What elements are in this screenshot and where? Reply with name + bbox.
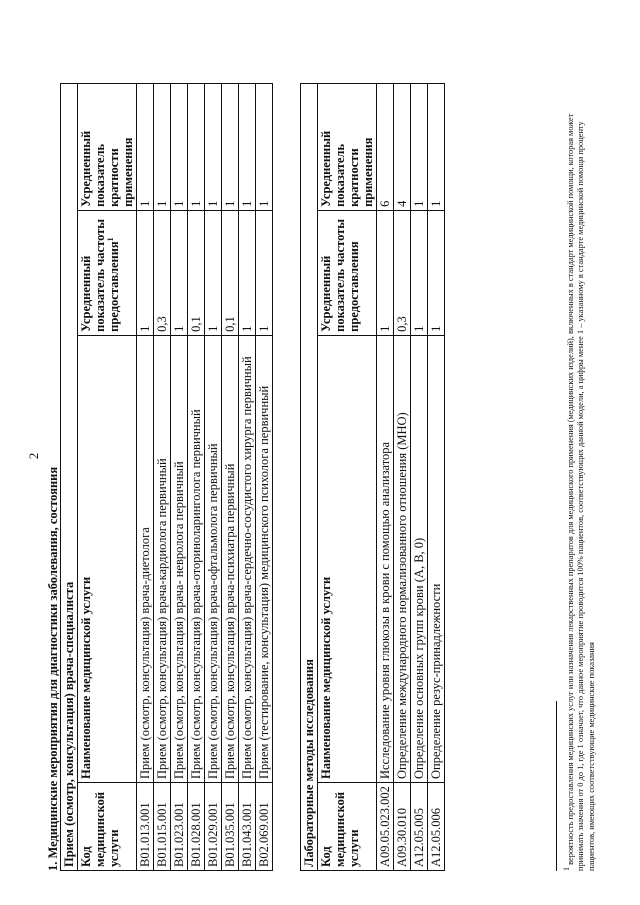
cell-frequency: 1 xyxy=(377,210,394,335)
cell-code: B01.015.001 xyxy=(154,783,171,871)
table-row xyxy=(154,84,171,871)
cell-frequency: 1 xyxy=(411,210,428,335)
table-row xyxy=(222,84,239,871)
cell-code: A12.05.005 xyxy=(411,783,428,871)
cell-multiplicity: 1 xyxy=(222,84,239,211)
cell-code: B02.069.001 xyxy=(256,783,273,871)
footnote xyxy=(562,81,597,871)
header-multiplicity: Усредненный показатель кратности применения xyxy=(318,84,377,211)
cell-name: Определение международного нормализованного отношения (МНО) xyxy=(394,335,411,782)
table-row xyxy=(205,84,222,871)
group-title: Лабораторные методы исследования xyxy=(301,84,318,871)
cell-frequency: 1 xyxy=(256,210,273,335)
cell-multiplicity: 4 xyxy=(394,84,411,211)
header-name: Наименование медицинской услуги xyxy=(78,335,137,782)
cell-name: Исследование уровня глюкозы в крови с помощью анализатора xyxy=(377,335,394,782)
page-number: 2 xyxy=(26,452,41,460)
header-frequency xyxy=(78,210,137,335)
lab-tests-table xyxy=(300,83,445,871)
cell-code: A09.05.023.002 xyxy=(377,783,394,871)
cell-name: Прием (осмотр, консультация) врача-офтальмолога первичный xyxy=(205,335,222,782)
cell-frequency: 1 xyxy=(171,210,188,335)
table-row xyxy=(239,84,256,871)
cell-code: B01.043.001 xyxy=(239,783,256,871)
cell-frequency: 1 xyxy=(137,210,154,335)
table-row xyxy=(394,84,411,871)
cell-multiplicity: 1 xyxy=(171,84,188,211)
cell-frequency: 1 xyxy=(205,210,222,335)
document-page xyxy=(24,31,624,881)
cell-multiplicity: 1 xyxy=(428,84,445,211)
cell-code: A12.05.006 xyxy=(428,783,445,871)
cell-name: Прием (осмотр, консультация) врача-оториноларинголога первичный xyxy=(188,335,205,782)
cell-frequency: 0,3 xyxy=(154,210,171,335)
group-row xyxy=(301,84,318,871)
cell-code: B01.013.001 xyxy=(137,783,154,871)
cell-name: Определение основных групп крови (A, B, 0) xyxy=(411,335,428,782)
cell-frequency: 0,1 xyxy=(222,210,239,335)
cell-multiplicity: 1 xyxy=(137,84,154,211)
cell-multiplicity: 1 xyxy=(411,84,428,211)
cell-multiplicity: 6 xyxy=(377,84,394,211)
cell-multiplicity: 1 xyxy=(154,84,171,211)
cell-multiplicity: 1 xyxy=(205,84,222,211)
footnote-marker: 1 xyxy=(562,867,571,871)
cell-frequency: 1 xyxy=(239,210,256,335)
cell-frequency: 1 xyxy=(428,210,445,335)
cell-multiplicity: 1 xyxy=(239,84,256,211)
header-row xyxy=(78,84,137,871)
header-name: Наименование медицинской услуги xyxy=(318,335,377,782)
footnote-divider xyxy=(556,701,557,871)
cell-multiplicity: 1 xyxy=(256,84,273,211)
footnote-marker: 1 xyxy=(106,237,115,242)
table-row xyxy=(256,84,273,871)
cell-name: Прием (осмотр, консультация) врача-диетолога xyxy=(137,335,154,782)
cell-code: A09.30.010 xyxy=(394,783,411,871)
table-row xyxy=(428,84,445,871)
group-row xyxy=(61,84,78,871)
cell-name: Прием (осмотр, консультация) врача-кардиолога первичный xyxy=(154,335,171,782)
group-title: Прием (осмотр, консультация) врача-специалиста xyxy=(61,84,78,871)
section-title: 1. Медицинские мероприятия для диагностики заболевания, состояния xyxy=(46,466,60,871)
cell-name: Прием (осмотр, консультация) врача- невролога первичный xyxy=(171,335,188,782)
header-code: Код медицинской услуги xyxy=(318,783,377,871)
header-frequency: Усредненный показатель частоты предоставления xyxy=(318,210,377,335)
cell-frequency: 0,3 xyxy=(394,210,411,335)
cell-code: B01.035.001 xyxy=(222,783,239,871)
header-code: Код медицинской услуги xyxy=(78,783,137,871)
cell-name: Прием (осмотр, консультация) врача-сердечно-сосудистого хирурга первичный xyxy=(239,335,256,782)
cell-code: B01.023.001 xyxy=(171,783,188,871)
table-row xyxy=(377,84,394,871)
table-row xyxy=(188,84,205,871)
cell-multiplicity: 1 xyxy=(188,84,205,211)
cell-name: Прием (осмотр, консультация) врача-психиатра первичный xyxy=(222,335,239,782)
table-row xyxy=(171,84,188,871)
cell-code: B01.028.001 xyxy=(188,783,205,871)
header-frequency-label: Усредненный показатель частоты предоставления xyxy=(79,218,122,332)
header-multiplicity: Усредненный показатель кратности применения xyxy=(78,84,137,211)
table-row xyxy=(411,84,428,871)
cell-name: Прием (тестирование, консультация) медицинского психолога первичный xyxy=(256,335,273,782)
header-row xyxy=(318,84,377,871)
consultations-table xyxy=(60,83,273,871)
footnote-text: вероятность предоставления медицинских услуг или назначения лекарственных препаратов для медицинского применения (медицинских изделий), включенных в стандарт медицинской помощи, которая может принимать значения от 0 до 1, где 1 означает, что данное мероприятие проводится 100% пациентов, соответствующих данной модели, а цифры менее 1 – указанному в стандарте медицинской помощи проценту пациентов, имеющих соответствующие медицинские показания xyxy=(565,113,596,871)
cell-frequency: 0,1 xyxy=(188,210,205,335)
table-row xyxy=(137,84,154,871)
cell-code: B01.029.001 xyxy=(205,783,222,871)
cell-name: Определение резус-принадлежности xyxy=(428,335,445,782)
